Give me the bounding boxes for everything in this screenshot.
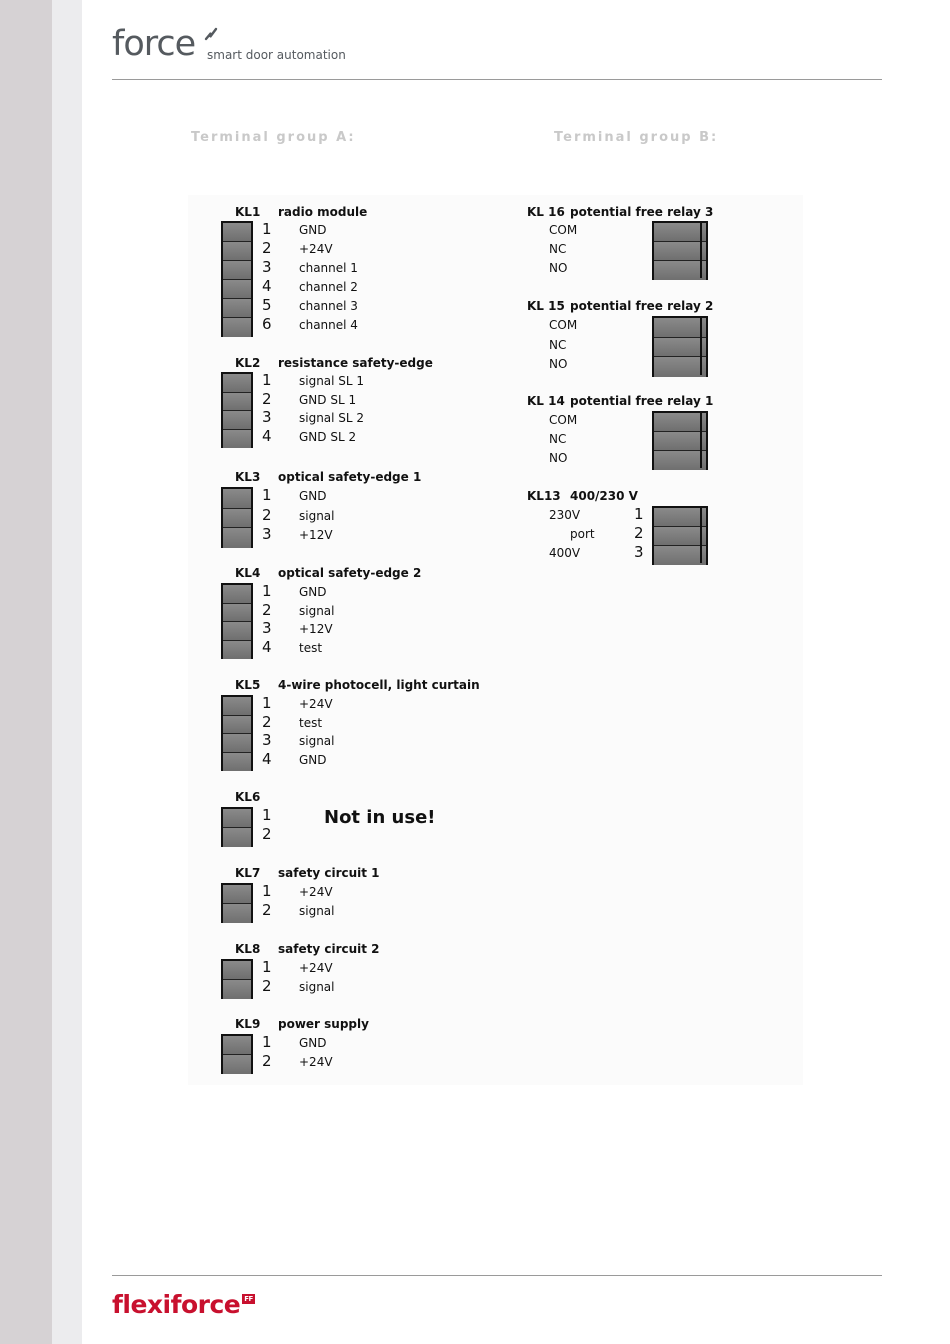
- pin-label: +12V: [299, 622, 333, 636]
- pin-number: 1: [262, 220, 272, 238]
- terminal-block: [221, 695, 253, 771]
- not-in-use-note: Not in use!: [324, 807, 436, 828]
- pin-label: signal: [299, 904, 335, 918]
- pin-label: channel 1: [299, 261, 358, 275]
- side-strip: [0, 0, 52, 1344]
- pin-label: signal: [299, 603, 335, 618]
- terminal-title: potential free relay 1: [570, 394, 714, 408]
- terminal-slot: [223, 622, 251, 641]
- terminal-title: optical safety-edge 2: [278, 566, 422, 580]
- pin-label: GND: [299, 1036, 327, 1050]
- terminal-title: safety circuit 2: [278, 942, 380, 956]
- terminal-block: [221, 1034, 253, 1074]
- terminal-slot: [654, 546, 706, 565]
- terminal-header: [527, 489, 638, 503]
- pin-number: 3: [262, 731, 272, 749]
- terminal-block: [652, 221, 708, 280]
- pin-number: 3: [262, 619, 272, 637]
- pin-number: 1: [262, 806, 272, 824]
- pin-number: 2: [634, 524, 644, 542]
- terminal-title: power supply: [278, 1017, 369, 1031]
- terminal-slot: [654, 223, 706, 242]
- pin-number: 2: [262, 901, 272, 919]
- pin-label: channel 4: [299, 318, 358, 332]
- pin-number: 2: [262, 505, 272, 524]
- terminal-id: KL 14: [527, 394, 565, 408]
- pin-number: 2: [262, 600, 272, 619]
- terminal-slot: [223, 242, 251, 261]
- terminal-slot: [654, 357, 706, 377]
- terminal-slot: [223, 1055, 251, 1074]
- terminal-slot: [223, 604, 251, 623]
- group-a-title: Terminal group A:: [191, 130, 356, 145]
- terminal-slot: [223, 961, 251, 980]
- terminal-block: [221, 487, 253, 548]
- header-divider: [112, 79, 882, 80]
- logo-word: force: [112, 24, 196, 64]
- pin-label: +24V: [299, 1055, 333, 1069]
- terminal-slot: [654, 413, 706, 432]
- terminal-header: [235, 790, 278, 804]
- terminal-id: KL 16: [527, 205, 565, 219]
- pin-label: port: [570, 527, 595, 541]
- terminal-header: [235, 678, 480, 692]
- terminal-slot: [223, 716, 251, 735]
- pin-label: COM: [549, 223, 578, 237]
- terminal-slot: [223, 261, 251, 280]
- flexiforce-word: flexiforce: [112, 1290, 241, 1319]
- pin-label: +12V: [299, 528, 333, 542]
- terminal-title: potential free relay 3: [570, 205, 714, 219]
- terminal-title: 400/230 V: [570, 489, 638, 503]
- pin-label: GND SL 1: [299, 392, 357, 407]
- pin-label: signal: [299, 734, 335, 748]
- terminal-header: [527, 299, 713, 313]
- terminal-slot: [654, 508, 706, 527]
- pin-label: NC: [549, 242, 567, 256]
- pin-label: test: [299, 640, 323, 655]
- terminal-slot: [223, 430, 251, 449]
- terminal-slot: [223, 223, 251, 242]
- pin-number: 2: [262, 1052, 272, 1070]
- pin-number: 1: [634, 505, 644, 523]
- pin-label: NC: [549, 432, 567, 446]
- terminal-slot: [223, 280, 251, 299]
- terminal-id: KL4: [235, 566, 261, 580]
- terminal-slot: [654, 318, 706, 338]
- terminal-block: [221, 221, 253, 337]
- terminal-slot: [223, 1036, 251, 1055]
- terminal-id: KL5: [235, 678, 261, 692]
- terminal-block: [221, 583, 253, 659]
- terminal-id: KL13: [527, 489, 561, 503]
- pin-label: NO: [549, 261, 568, 275]
- terminal-slot: [654, 451, 706, 470]
- side-strip-inner: [52, 0, 82, 1344]
- logo-tagline: smart door automation: [207, 48, 346, 62]
- pin-label: COM: [549, 413, 578, 427]
- terminal-header: [235, 356, 433, 370]
- pin-number: 1: [262, 582, 272, 600]
- terminal-slot: [654, 527, 706, 546]
- terminal-id: KL8: [235, 942, 261, 956]
- pin-number: 2: [262, 389, 272, 408]
- pin-label: +24V: [299, 961, 333, 975]
- pin-label: GND: [299, 585, 327, 599]
- terminal-block: [652, 316, 708, 377]
- terminal-block: [221, 883, 253, 923]
- pin-number: 4: [262, 426, 272, 445]
- terminal-id: KL7: [235, 866, 261, 880]
- terminal-title: potential free relay 2: [570, 299, 714, 313]
- terminal-id: KL6: [235, 790, 261, 804]
- pin-label: NO: [549, 451, 568, 465]
- terminal-title: 4-wire photocell, light curtain: [278, 678, 480, 692]
- flexiforce-badge: FF: [244, 1295, 253, 1303]
- terminal-slot: [654, 261, 706, 280]
- terminal-slot: [223, 885, 251, 904]
- terminal-slot: [223, 393, 251, 412]
- terminal-slot: [223, 641, 251, 660]
- pin-number: 3: [262, 408, 272, 426]
- terminal-title: optical safety-edge 1: [278, 470, 422, 484]
- pin-number: 1: [262, 958, 272, 976]
- pin-label: signal: [299, 508, 335, 523]
- terminal-id: KL9: [235, 1017, 261, 1031]
- terminal-title: radio module: [278, 205, 368, 219]
- terminal-block: [652, 411, 708, 470]
- pin-label: GND SL 2: [299, 429, 357, 444]
- pin-label: +24V: [299, 885, 333, 899]
- pin-number: 3: [262, 258, 272, 276]
- terminal-id: KL 15: [527, 299, 565, 313]
- terminal-block: [221, 959, 253, 999]
- terminal-slot: [223, 753, 251, 772]
- terminal-id: KL1: [235, 205, 261, 219]
- terminal-block: [221, 807, 253, 847]
- pin-number: 5: [262, 296, 272, 314]
- pin-label: 230V: [549, 508, 581, 522]
- terminal-slot: [223, 585, 251, 604]
- pin-number: 3: [262, 525, 272, 543]
- flexiforce-logo: [112, 1290, 255, 1319]
- pin-number: 6: [262, 315, 272, 333]
- pin-number: 1: [262, 486, 272, 504]
- pin-number: 4: [262, 749, 272, 768]
- terminal-slot: [223, 411, 251, 430]
- terminal-header: [235, 866, 380, 880]
- pin-label: signal SL 2: [299, 411, 365, 425]
- terminal-slot: [223, 528, 251, 548]
- pin-label: channel 2: [299, 280, 358, 294]
- pin-number: 1: [262, 882, 272, 900]
- pin-label: COM: [549, 318, 578, 332]
- terminal-header: [527, 205, 713, 219]
- terminal-title: safety circuit 1: [278, 866, 380, 880]
- terminal-header: [527, 394, 713, 408]
- terminal-id: KL2: [235, 356, 261, 370]
- terminal-slot: [223, 318, 251, 337]
- terminal-slot: [654, 432, 706, 451]
- terminal-slot: [223, 980, 251, 999]
- terminal-id: KL3: [235, 470, 261, 484]
- terminal-slot: [654, 242, 706, 261]
- pin-label: NO: [549, 357, 568, 371]
- pin-number: 1: [262, 371, 272, 389]
- group-b-title: Terminal group B:: [554, 130, 719, 145]
- terminal-slot: [223, 299, 251, 318]
- terminal-title: resistance safety-edge: [278, 356, 433, 370]
- pin-label: signal SL 1: [299, 374, 365, 388]
- terminal-slot: [223, 904, 251, 923]
- pin-label: +24V: [299, 242, 333, 256]
- pin-label: GND: [299, 752, 327, 767]
- terminal-header: [235, 205, 367, 219]
- terminal-slot: [223, 697, 251, 716]
- pin-label: signal: [299, 980, 335, 994]
- pin-number: 4: [262, 637, 272, 656]
- pin-number: 1: [262, 1033, 272, 1051]
- terminal-slot: [223, 489, 251, 509]
- pin-label: GND: [299, 489, 327, 503]
- pin-number: 2: [262, 977, 272, 995]
- terminal-block: [652, 506, 708, 565]
- footer-divider: [112, 1275, 882, 1276]
- pin-label: GND: [299, 223, 327, 237]
- terminal-header: [235, 470, 421, 484]
- pin-number: 2: [262, 825, 272, 843]
- logo-tick-icon: [204, 27, 218, 41]
- terminal-slot: [223, 809, 251, 828]
- pin-number: 2: [262, 239, 272, 257]
- pin-label: +24V: [299, 697, 333, 711]
- terminal-header: [235, 1017, 369, 1031]
- terminal-slot: [223, 734, 251, 753]
- terminal-slot: [654, 338, 706, 358]
- pin-number: 2: [262, 712, 272, 731]
- terminal-block: [221, 372, 253, 448]
- pin-label: NC: [549, 337, 567, 352]
- pin-label: channel 3: [299, 299, 358, 313]
- terminal-header: [235, 566, 421, 580]
- pin-number: 3: [634, 543, 644, 561]
- pin-number: 4: [262, 277, 272, 295]
- terminal-slot: [223, 828, 251, 847]
- pin-label: test: [299, 715, 323, 730]
- pin-number: 1: [262, 694, 272, 712]
- pin-label: 400V: [549, 546, 581, 560]
- terminal-slot: [223, 374, 251, 393]
- terminal-slot: [223, 509, 251, 529]
- terminal-header: [235, 942, 380, 956]
